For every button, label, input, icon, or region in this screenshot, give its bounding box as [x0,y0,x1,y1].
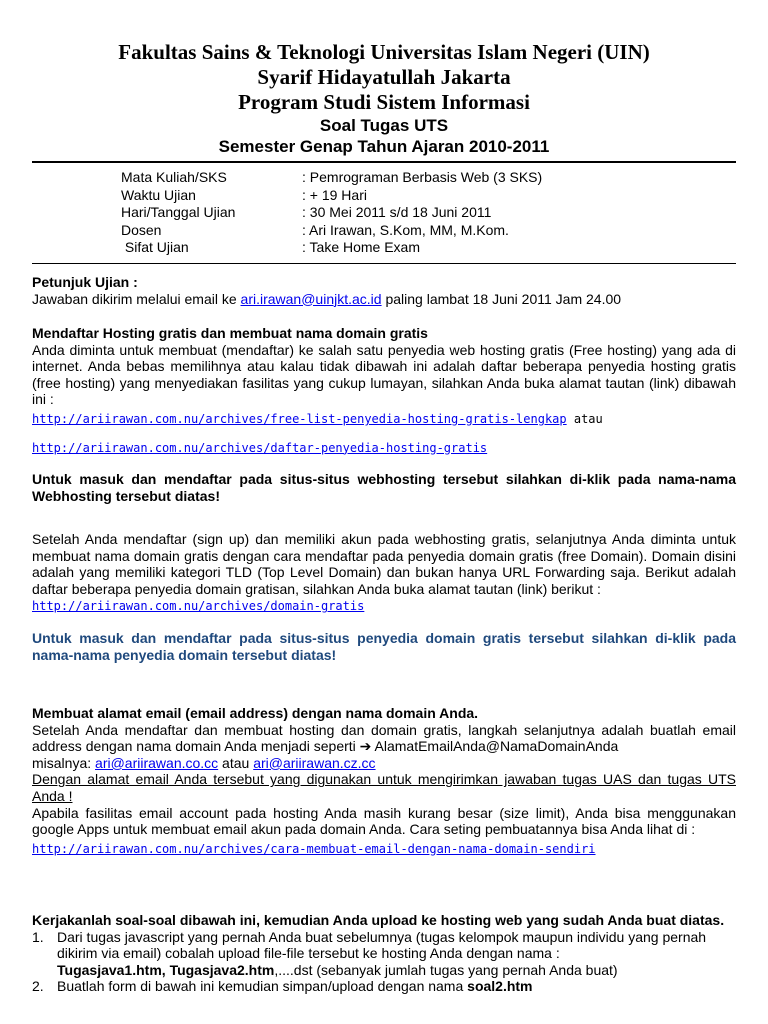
task-file-rest: ,....dst (sebanyak jumlah tugas yang pernah Anda buat) [274,961,618,978]
email-tutorial-link[interactable]: http://ariirawan.com.nu/archives/cara-membuat-email-dengan-nama-domain-sendiri [32,841,596,856]
domain-section [32,531,736,663]
hosting-link1-line [32,410,736,428]
email-underlined-note: Dengan alamat email Anda tersebut yang digunakan untuk mengirimkan jawaban tugas UAS dan tugas UTS Anda ! [32,771,736,804]
tasks-title: Kerjakanlah soal-soal dibawah ini, kemudian Anda upload ke hosting web yang sudah Anda buat diatas. [32,912,725,928]
info-value: : + 19 Hari [302,186,367,203]
task-file: soal2.htm [467,978,533,995]
header-faculty: Fakultas Sains & Teknologi Universitas Islam Negeri (UIN) [118,40,650,64]
email-section [32,705,736,857]
email-paragraph-2: Apabila fasilitas email account pada hosting Anda masih kurang besar (size limit), Anda bisa menggunakan google Apps untuk membuat email akun pada domain Anda. Cara seting pembuatannya bisa Anda lihat di : [32,804,736,838]
instructions-text [32,291,736,308]
tasks-list [32,929,736,995]
task-number: 2. [32,978,44,995]
task-file-sep: , [161,961,170,978]
task-item [32,978,736,995]
instructions-title: Petunjuk Ujian : [32,274,138,290]
email-example-2-link[interactable]: ari@ariirawan.cz.cc [253,754,376,771]
header-university: Syarif Hidayatullah Jakarta [257,65,511,89]
info-value: : 30 Mei 2011 s/d 18 Juni 2011 [302,204,492,221]
info-divider [32,263,736,264]
email-example-line [32,755,736,772]
task-file-2: Tugasjava2.htm [169,961,275,978]
hosting-link1-suffix: atau [566,411,603,426]
tasks-section [32,912,736,995]
info-value: : Pemrograman Berbasis Web (3 SKS) [302,169,543,185]
hosting-instruction: Untuk masuk dan mendaftar pada situs-situs webhosting tersebut silahkan di-klik pada nama-nama Webhosting tersebut diatas! [32,471,736,504]
task-text: Dari tugas javascript yang pernah Anda buat sebelumnya (tugas kelompok maupun individu yang pernah dikirim via email) cobalah upload file-file tersebut ke hosting Anda dengan nama : [57,928,707,962]
instructions-text-before: Jawaban dikirim melalui email ke [32,290,241,307]
domain-paragraph: Setelah Anda mendaftar (sign up) dan memiliki akun pada webhosting gratis, selanjutnya Anda diminta untuk membuat nama domain gratis dengan cara mendaftar pada penyedia domain gratis (free Domain). Domain disini adalah yang memiliki kategori TLD (Top Level Domain) dan bukan hanya URL Forwarding saja. Berikut adalah daftar beberapa penyedia domain gratisan, silahkan Anda buka alamat tautan (link) berikut : [32,531,736,597]
info-label: Mata Kuliah/SKS [121,169,227,185]
email-example-1-link[interactable]: ari@ariirawan.co.cc [95,754,219,771]
instructions-section [32,274,736,307]
header-program: Program Studi Sistem Informasi [238,90,530,114]
hosting-daftar-link[interactable]: http://ariirawan.com.nu/archives/daftar-penyedia-hosting-gratis [32,440,488,455]
info-label: Dosen [121,221,162,238]
task-item [32,929,736,979]
hosting-title: Mendaftar Hosting gratis dan membuat nama domain gratis [32,325,428,341]
email-title: Membuat alamat email (email address) dengan nama domain Anda. [32,705,479,721]
domain-link-line [32,597,736,615]
hosting-link2-line [32,439,736,457]
task-number: 1. [32,928,44,945]
info-label: Sifat Ujian [121,239,189,256]
email-example-mid: atau [218,754,254,771]
domain-instruction: Untuk masuk dan mendaftar pada situs-situs penyedia domain gratis tersebut silahkan di-klik pada nama-nama penyedia domain tersebut diatas! [32,629,736,663]
header-semester: Semester Genap Tahun Ajaran 2010-2011 [218,137,550,156]
info-label: Hari/Tanggal Ujian [121,204,236,221]
lecturer-email-link[interactable]: ari.irawan@uinjkt.ac.id [240,290,382,307]
document-header [0,40,768,157]
instructions-text-after: paling lambat 18 Juni 2011 Jam 24.00 [381,290,622,307]
email-paragraph-1: Setelah Anda mendaftar dan membuat hosting dan domain gratis, langkah selanjutnya adalah buatlah email address dengan nama domain Anda menjadi seperti ➔ AlamatEmailAnda@NamaDomainAnda [32,721,736,755]
task-text: Buatlah form di bawah ini kemudian simpan/upload dengan nama [57,978,468,995]
info-value: : Ari Irawan, S.Kom, MM, M.Kom. [302,221,509,238]
hosting-paragraph: Anda diminta untuk membuat (mendaftar) ke salah satu penyedia web hosting gratis (Free hosting) yang ada di internet. Anda bebas memilihnya atau kalau tidak dibawah ini adalah daftar beberapa penyedia hosting gratis (free hosting) yang menyediakan fasilitas yang cukup lumayan, silahkan Anda buka alamat tautan (link) dibawah ini : [32,341,736,408]
hosting-section [32,325,736,504]
domain-gratis-link[interactable]: http://ariirawan.com.nu/archives/domain-gratis [32,599,365,614]
header-exam-title: Soal Tugas UTS [319,116,449,135]
task-file-1: Tugasjava1.htm [57,961,162,978]
email-example-prefix: misalnya: [32,754,96,771]
email-link-line [32,840,736,858]
info-label: Waktu Ujian [121,186,196,203]
hosting-list-link[interactable]: http://ariirawan.com.nu/archives/free-list-penyedia-hosting-gratis-lengkap [32,411,567,426]
header-divider [32,161,736,163]
info-value: : Take Home Exam [302,239,421,256]
